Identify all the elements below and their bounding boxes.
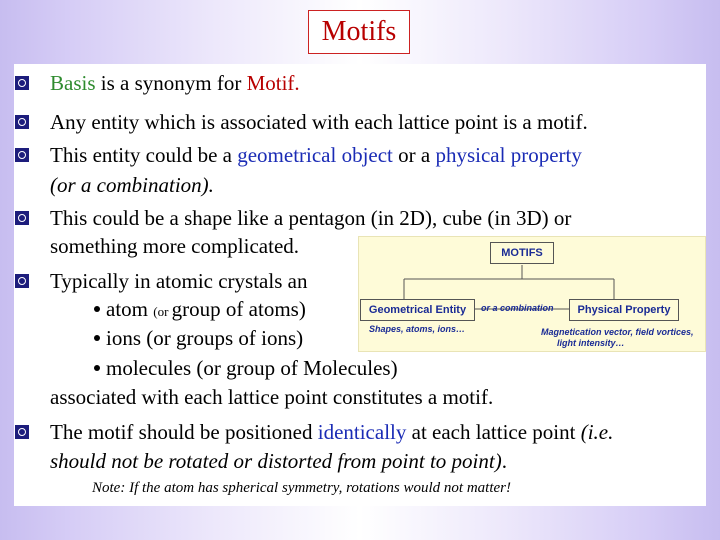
bullet-1: [50, 70, 300, 96]
identically-term: identically: [317, 420, 407, 444]
bullet-3-text-a: This entity could be a: [50, 143, 238, 167]
sub-bullet-2: ions (or groups of ions): [106, 326, 304, 350]
slide-title-box: [308, 10, 410, 54]
bullet-icon: [15, 274, 29, 288]
bullet-1-text: is a synonym for: [95, 71, 247, 95]
motifs-node: MOTIFS: [490, 242, 554, 264]
physical-examples-1: Magnetication vector, field vortices,: [541, 327, 694, 337]
bullet-icon: [15, 425, 29, 439]
sub-bullet-1-b: (or: [153, 304, 172, 319]
bullet-icon: [15, 211, 29, 225]
sub-bullet-1-c: group of atoms): [171, 297, 306, 321]
bullet-4: This could be a shape like a pentagon (in 2D), cube (in 3D) or: [50, 206, 572, 230]
associated-line: associated with each lattice point constitutes a motif.: [50, 385, 494, 409]
footnote: Note: If the atom has spherical symmetry, rotations would not matter!: [92, 480, 511, 496]
sub-bullet-dot: [94, 365, 100, 371]
physical-examples-2: light intensity…: [557, 338, 625, 348]
sub-bullet-1-a: atom: [106, 297, 154, 321]
bullet-icon: [15, 115, 29, 129]
bullet-6-end: .: [501, 449, 507, 473]
sub-bullet-1: [106, 296, 306, 325]
slide-title: Motifs: [321, 16, 397, 47]
bullet-6: [50, 419, 613, 445]
motif-term: Motif.: [246, 71, 300, 95]
geometrical-entity-node: Geometrical Entity: [360, 299, 475, 321]
combination-label: or a combination: [481, 303, 554, 313]
bullet-icon: [15, 76, 29, 90]
bullet-3-continuation: (or a combination).: [50, 173, 214, 197]
bullet-4-continuation: something more complicated.: [50, 234, 300, 258]
sub-bullet-dot: [94, 306, 100, 312]
motifs-diagram: [358, 236, 706, 352]
sub-bullet-3: molecules (or group of Molecules): [106, 356, 398, 380]
basis-term: Basis: [50, 71, 96, 95]
bullet-3-text-c: or a: [392, 143, 436, 167]
bullet-icon: [15, 148, 29, 162]
bullet-2: Any entity which is associated with each lattice point is a motif.: [50, 110, 588, 134]
physical-property-node: Physical Property: [569, 299, 679, 321]
bullet-5: Typically in atomic crystals an: [50, 269, 308, 293]
bullet-3: [50, 142, 582, 168]
bullet-6-cont: should not be rotated or distorted from point to point): [50, 449, 502, 473]
bullet-6-c: at each lattice point: [406, 420, 581, 444]
bullet-6-continuation: [50, 448, 507, 474]
geometrical-object-term: geometrical object: [237, 143, 393, 167]
geometrical-examples: Shapes, atoms, ions…: [369, 324, 466, 334]
bullet-6-d: (i.e.: [580, 420, 614, 444]
sub-bullet-dot: [94, 335, 100, 341]
physical-property-term: physical property: [435, 143, 582, 167]
bullet-6-a: The motif should be positioned: [50, 420, 318, 444]
